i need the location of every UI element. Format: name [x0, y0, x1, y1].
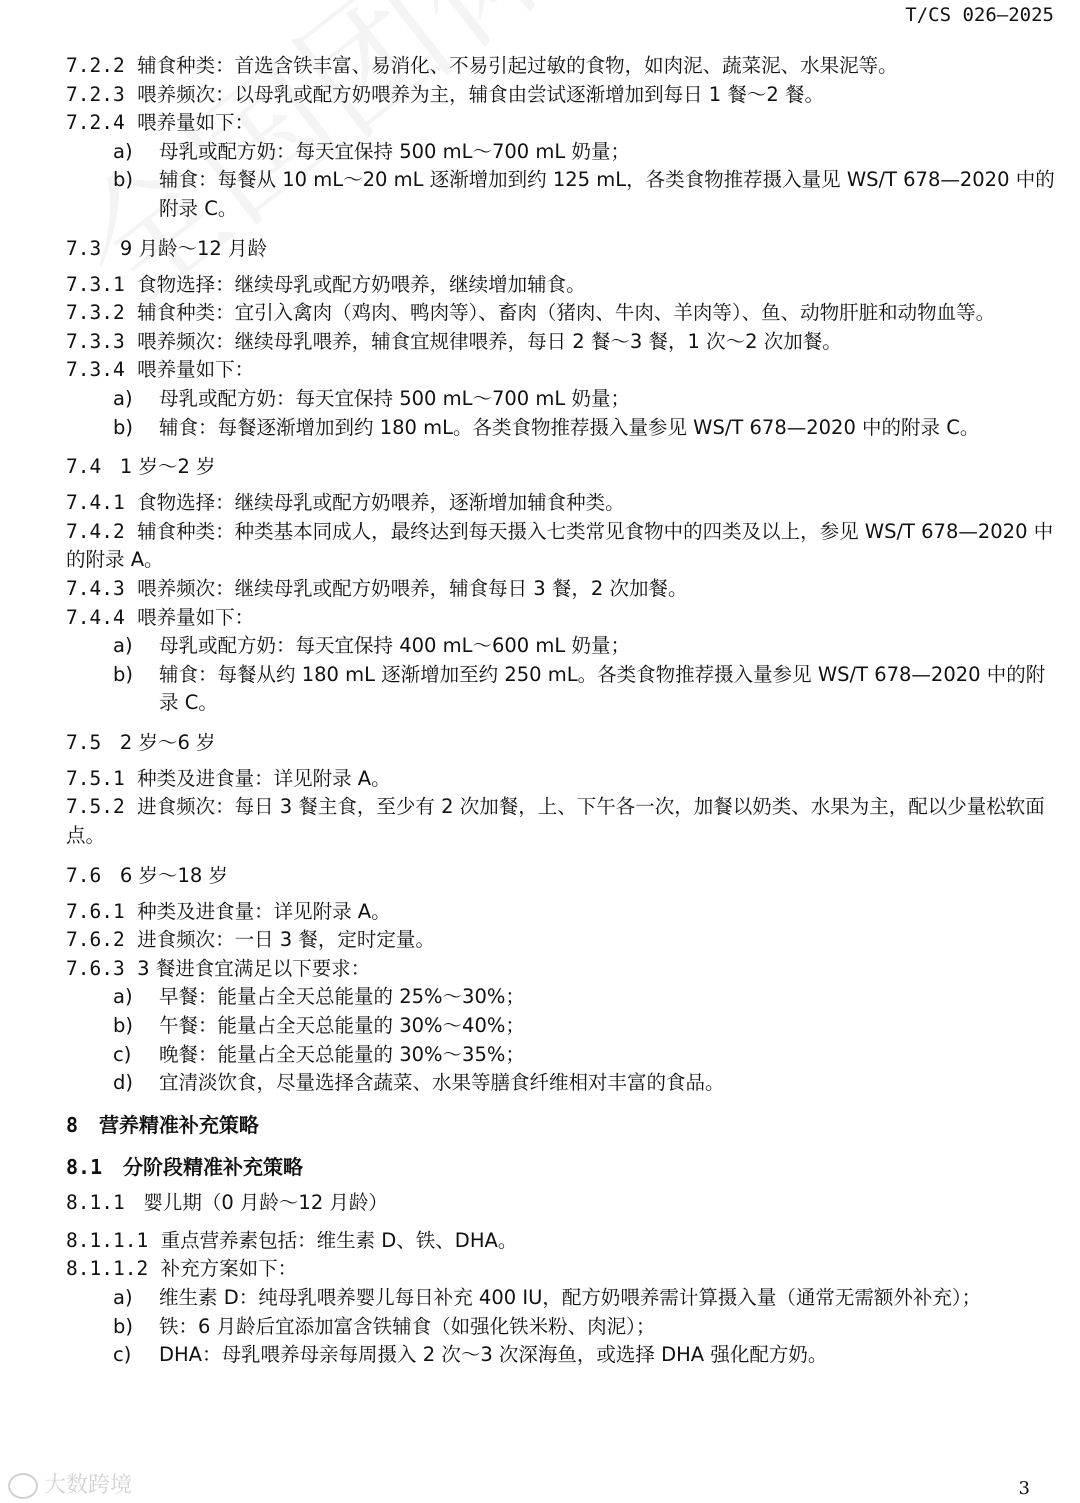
list-item-text: 母乳或配方奶：每天宜保持 500 mL～700 mL 奶量；: [159, 139, 630, 163]
document-body: [66, 52, 1056, 1370]
section-number: 7.5: [66, 730, 102, 754]
chapter-number: 8.1: [66, 1154, 103, 1179]
clause-number: 7.2.4: [66, 111, 125, 135]
clause-7-3-1: [66, 271, 1056, 300]
list-item: [66, 661, 1056, 718]
list-item-text: 早餐：能量占全天总能量的 25%～30%；: [159, 985, 525, 1009]
clause-text: 辅食种类：宜引入禽肉（鸡肉、鸭肉等）、畜肉（猪肉、牛肉、羊肉等）、鱼、动物肝脏和动物血等。: [137, 301, 996, 325]
list-item: [66, 1069, 1056, 1098]
list-marker: a): [113, 985, 133, 1009]
clause-text: 食物选择：继续母乳或配方奶喂养，继续增加辅食。: [137, 272, 586, 296]
clause-text: 喂养量如下：: [137, 358, 255, 382]
clause-text: 喂养量如下：: [137, 111, 255, 135]
list-marker: b): [113, 662, 133, 686]
section-title: 婴儿期（0 月龄～12 月龄）: [143, 1190, 388, 1214]
clause-text: 喂养频次：以母乳或配方奶喂养为主，辅食由尝试逐渐增加到每日 1 餐～2 餐。: [137, 82, 825, 106]
chapter-title: 分阶段精准补充策略: [123, 1154, 304, 1179]
clause-7-2-4: [66, 109, 1056, 138]
clause-number: 7.2.2: [66, 54, 125, 77]
list-item: [66, 166, 1056, 223]
clause-7-4-2: [66, 518, 1056, 575]
list-item: [66, 1012, 1056, 1041]
list-item-text: 宜清淡饮食，尽量选择含蔬菜、水果等膳食纤维相对丰富的食品。: [159, 1071, 725, 1095]
clause-8-1-1-2: [66, 1255, 1056, 1284]
clause-7-5-2: [66, 793, 1056, 850]
watermark-logo-text: 大数跨境: [44, 1473, 133, 1498]
clause-7-6-3: [66, 955, 1056, 984]
list-item-text: DHA：母乳喂养母亲每周摄入 2 次～3 次深海鱼，或选择 DHA 强化配方奶。: [159, 1343, 828, 1367]
list-marker: a): [113, 1286, 133, 1309]
chapter-heading-8-1: [66, 1153, 1056, 1181]
clause-number: 7.5.1: [66, 766, 125, 790]
clause-number: 7.4.3: [66, 576, 125, 600]
list-marker: c): [113, 1343, 132, 1367]
list-marker: b): [113, 168, 133, 192]
chapter-heading-8: [66, 1111, 1056, 1139]
list-item-text: 铁：6 月龄后宜添加富含铁辅食（如强化铁米粉、肉泥）；: [159, 1314, 656, 1338]
clause-number: 7.5.2: [66, 795, 125, 819]
clause-7-3-3: [66, 328, 1056, 357]
list-marker: a): [113, 634, 133, 658]
list-item-text: 午餐：能量占全天总能量的 30%～40%；: [159, 1014, 525, 1038]
clause-text: 种类及进食量：详见附录 A。: [137, 899, 391, 923]
list-item: [66, 1284, 1056, 1313]
list-marker: a): [113, 139, 133, 163]
list-marker: a): [113, 386, 133, 410]
watermark-logo: [8, 1468, 132, 1499]
section-heading-7-4: [66, 453, 1056, 481]
clause-text: 进食频次：每日 3 餐主食，至少有 2 次加餐，上、下午各一次，加餐以奶类、水果为主，配以少量松软面点。: [66, 795, 1045, 848]
section-title: 2 岁～6 岁: [119, 730, 216, 754]
list-item: [66, 1313, 1056, 1342]
clause-text: 3 餐进食宜满足以下要求：: [137, 956, 371, 980]
section-heading-7-3: [66, 235, 1056, 263]
chapter-title: 营养精准补充策略: [98, 1112, 259, 1137]
clause-7-5-1: [66, 765, 1056, 794]
section-number: 7.3: [66, 236, 102, 260]
clause-text: 辅食种类：种类基本同成人，最终达到每天摄入七类常见食物中的四类及以上，参见 WS/T 678—2020 中的附录 A。: [66, 519, 1054, 572]
clause-number: 7.3.4: [66, 358, 125, 382]
clause-number: 7.6.2: [66, 928, 125, 952]
list-item: [66, 983, 1056, 1012]
list-item-text: 母乳或配方奶：每天宜保持 500 mL～700 mL 奶量；: [159, 386, 630, 410]
clause-number: 7.4.4: [66, 605, 125, 629]
clause-7-2-3: [66, 81, 1056, 110]
clause-number: 8.1.1.1: [66, 1228, 149, 1252]
list-marker: b): [113, 1014, 133, 1038]
clause-number: 7.4.1: [66, 491, 125, 515]
section-title: 6 岁～18 岁: [119, 863, 228, 887]
list-item: [66, 632, 1056, 661]
clause-text: 重点营养素包括：维生素 D、铁、DHA。: [160, 1228, 518, 1252]
list-item: [66, 1041, 1056, 1070]
list-item: [66, 385, 1056, 414]
list-marker: b): [113, 1314, 133, 1338]
clause-7-4-4: [66, 604, 1056, 633]
list-item-text: 辅食：每餐逐渐增加到约 180 mL。各类食物推荐摄入量参见 WS/T 678—2020 中的附录 C。: [159, 415, 980, 439]
clause-text: 喂养频次：继续母乳或配方奶喂养，辅食每日 3 餐，2 次加餐。: [137, 576, 688, 600]
list-item: [66, 414, 1056, 443]
clause-number: 7.3.3: [66, 329, 125, 353]
clause-text: 辅食种类：首选含铁丰富、易消化、不易引起过敏的食物，如肉泥、蔬菜泥、水果泥等。: [137, 54, 898, 77]
clause-number: 7.6.3: [66, 956, 125, 980]
standard-code-header: T/CS 026—2025: [905, 4, 1054, 26]
clause-text: 食物选择：继续母乳或配方奶喂养，逐渐增加辅食种类。: [137, 491, 625, 515]
list-item: [66, 138, 1056, 167]
list-item-text: 母乳或配方奶：每天宜保持 400 mL～600 mL 奶量；: [159, 634, 630, 658]
section-number: 8.1.1: [66, 1190, 125, 1214]
clause-number: 7.3.2: [66, 301, 125, 325]
clause-number: 7.6.1: [66, 899, 125, 923]
section-title: 9 月龄～12 月龄: [119, 236, 267, 260]
list-marker: b): [113, 415, 133, 439]
clause-7-3-2: [66, 299, 1056, 328]
clause-number: 7.4.2: [66, 519, 125, 543]
list-item-text: 辅食：每餐从约 180 mL 逐渐增加至约 250 mL。各类食物推荐摄入量参见 WS/T 678—2020 中的附录 C。: [159, 662, 1046, 715]
logo-icon: [8, 1473, 38, 1499]
list-marker: d): [113, 1071, 133, 1095]
clause-7-6-1: [66, 898, 1056, 927]
chapter-number: 8: [66, 1112, 79, 1137]
clause-text: 喂养量如下：: [137, 605, 255, 629]
clause-7-6-2: [66, 926, 1056, 955]
list-item-text: 辅食：每餐从 10 mL～20 mL 逐渐增加到约 125 mL，各类食物推荐摄入量见 WS/T 678—2020 中的附录 C。: [159, 168, 1055, 220]
clause-7-4-1: [66, 489, 1056, 518]
page-number: 3: [1018, 1478, 1030, 1499]
clause-text: 进食频次：一日 3 餐，定时定量。: [137, 928, 435, 952]
section-title: 1 岁～2 岁: [119, 455, 216, 479]
list-item-text: 维生素 D：纯母乳喂养婴儿每日补充 400 IU，配方奶喂养需计算摄入量（通常无需额外补充）；: [159, 1286, 982, 1309]
clause-7-4-3: [66, 575, 1056, 604]
clause-text: 种类及进食量：详见附录 A。: [137, 766, 391, 790]
clause-text: 喂养频次：继续母乳喂养，辅食宜规律喂养，每日 2 餐～3 餐，1 次～2 次加餐。: [137, 329, 842, 353]
clause-number: 8.1.1.2: [66, 1257, 149, 1281]
section-number: 7.4: [66, 455, 102, 479]
list-item-text: 晚餐：能量占全天总能量的 30%～35%；: [159, 1042, 525, 1066]
clause-number: 7.2.3: [66, 82, 125, 106]
list-marker: c): [113, 1042, 132, 1066]
section-number: 7.6: [66, 863, 102, 887]
section-heading-8-1-1: [66, 1189, 1056, 1217]
clause-7-2-2: [66, 52, 1056, 81]
clause-8-1-1-1: [66, 1227, 1056, 1256]
clause-number: 7.3.1: [66, 272, 125, 296]
clause-7-3-4: [66, 356, 1056, 385]
section-heading-7-6: [66, 862, 1056, 890]
section-heading-7-5: [66, 729, 1056, 757]
clause-text: 补充方案如下：: [160, 1257, 298, 1281]
list-item: [66, 1341, 1056, 1370]
